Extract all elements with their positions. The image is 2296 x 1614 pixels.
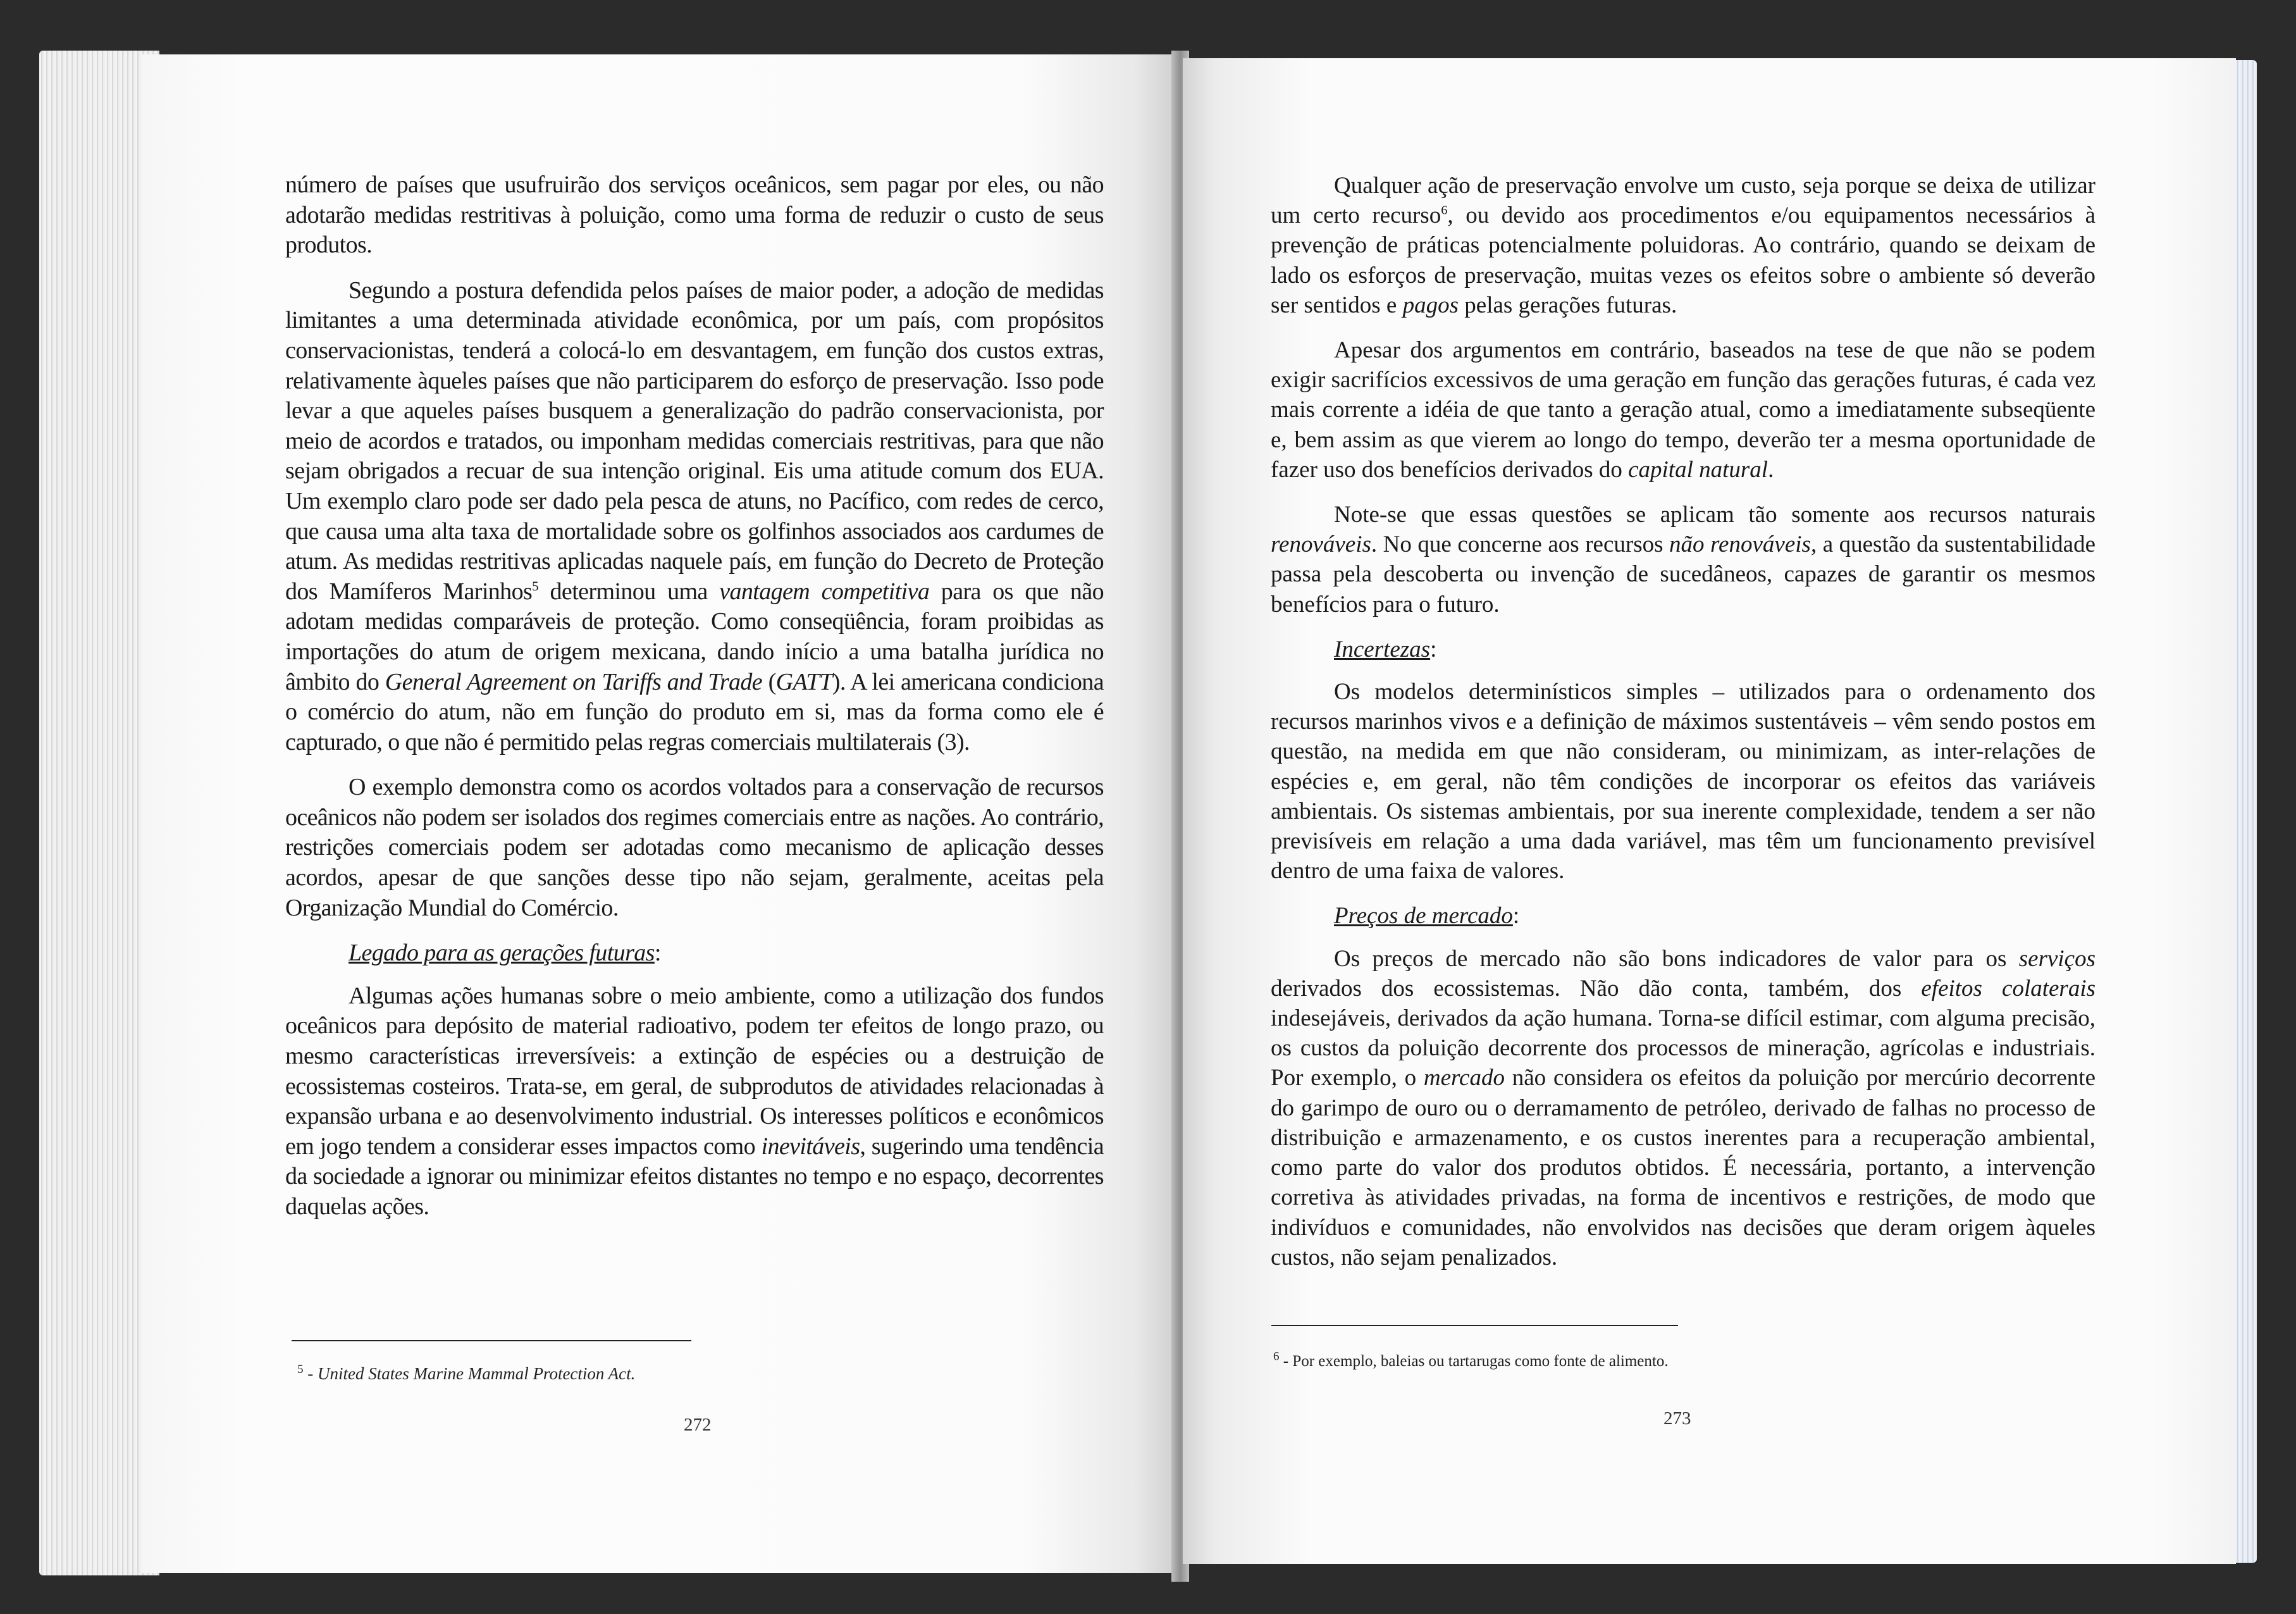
subheading-text: Incertezas [1334, 636, 1431, 662]
text-run: Algumas ações humanas sobre o meio ambiente, como a utilização dos fundos oceânicos para depósito de material radioativo, podem ter efeitos de longo prazo, ou mesmo características irreversíveis: a extinção de espécies ou a destruição de ecossistemas costeiros. Trata-se, em geral, de subprodutos de atividades relacionadas à expansão urbana e ao desenvolvimento industrial. Os interesses políticos e econômicos em jogo tendem a considerar esses impactos como [285, 982, 1104, 1160]
text-run: , a questão da sustentabilidade passa pela descoberta ou invenção de sucedâneos, capazes de garantir os mesmos benefícios para o futuro. [1271, 531, 2095, 618]
section-subheading [1271, 901, 2095, 931]
text-run: para os que não adotam medidas comparáveis de proteção. Como conseqüência, foram proibidas as importações do atum de origem mexicana, dando início a uma batalha jurídica no âmbito do [285, 578, 1104, 695]
left-page [142, 54, 1176, 1573]
italic-term: inevitáveis [761, 1133, 860, 1160]
footnote-text: - Por exemplo, baleias ou tartarugas como fonte de alimento. [1279, 1353, 1669, 1370]
text-run: determinou uma [538, 578, 720, 605]
right-page [1183, 58, 2236, 1564]
footnote-divider [292, 1340, 691, 1341]
text-run: pelas gerações futuras. [1459, 292, 1677, 318]
italic-term: capital natural [1628, 456, 1768, 483]
italic-term: efeitos colaterais [1921, 975, 2095, 1002]
text-run: : [1512, 903, 1520, 929]
text-run: Apesar dos argumentos em contrário, baseados na tese de que não se podem exigir sacrifícios excessivos de uma geração em função das gerações futuras, é cada vez mais corrente a idéia de que tanto a geração atual, como a imediatamente subseqüente e, bem assim as que vierem ao longo do tempo, deverão ter a mesma oportunidade de fazer uso dos benefícios derivados do [1271, 337, 2095, 483]
italic-term: General Agreement on Tariffs and Trade [385, 668, 763, 695]
paragraph [1271, 171, 2095, 320]
paragraph: número de países que usufruirão dos serviços oceânicos, sem pagar por eles, ou não adotarão medidas restritivas à poluição, como uma forma de reduzir o custo de seus produtos. [285, 171, 1104, 259]
paragraph: Os modelos determinísticos simples – utilizados para o ordenamento dos recursos marinhos vivos e a definição de máximos sustentáveis – vêm sendo postos em questão, na medida em que não consideram, ou minimizam, as inter-relações de espécies e, em geral, não têm condições de incorporar os efeitos das variáveis ambientais. Os sistemas ambientais, por sua inerente complexidade, tendem a ser não previsíveis em relação a uma dada variável, mas têm um funcionamento previsível dentro de uma faixa de valores. [1271, 679, 2095, 885]
italic-term: mercado [1423, 1065, 1505, 1091]
text-run: Note-se que essas questões se aplicam tão somente aos recursos naturais [1334, 502, 2095, 528]
text-run: : [1430, 636, 1437, 662]
paragraph [1271, 944, 2095, 1272]
footnote-number: 5 [297, 1363, 304, 1376]
footnote-number: 6 [1273, 1350, 1280, 1363]
paragraph [1271, 500, 2095, 619]
text-run: ). A lei americana condiciona o comércio do atum, não em função do produto em si, mas da forma como ele é capturado, o que não é permitido pelas regras comerciais multilaterais (3). [285, 668, 1104, 755]
footnote-divider [1271, 1325, 1678, 1326]
text-run: ( [762, 668, 776, 695]
text-run: , ou devido aos procedimentos e/ou equipamentos necessários à prevenção de práticas potencialmente poluidoras. Ao contrário, quando se deixam de lado os esforços de preservação, muitas vezes os efeitos sobre o ambiente só deverão ser sentidos e [1271, 202, 2095, 318]
text-run: indesejáveis, derivados da ação humana. Torna-se difícil estimar, com alguma precisão, os custos da poluição decorrente dos processos de mineração, agrícolas e industriais. Por exemplo, o [1271, 1005, 2095, 1091]
left-body-text [285, 170, 1104, 1222]
italic-term: renováveis [1271, 531, 1371, 558]
subheading-text: Preços de mercado [1334, 903, 1513, 929]
page-stack-left [39, 51, 159, 1575]
italic-term: vantagem competitiva [719, 578, 930, 605]
paragraph [285, 276, 1104, 758]
footnote-text: - United States Marine Mammal Protection Act. [303, 1364, 636, 1383]
text-run: . No que concerne aos recursos [1371, 531, 1670, 558]
italic-term: GATT [775, 668, 832, 695]
right-body-text [1271, 171, 2095, 1272]
section-subheading [1271, 635, 2095, 664]
footnote-ref: 5 [532, 578, 539, 594]
italic-term: pagos [1402, 292, 1459, 318]
italic-term: não renováveis [1669, 531, 1811, 558]
page-number: 272 [684, 1415, 712, 1435]
text-run: não considera os efeitos da poluição por mercúrio decorrente do garimpo de ouro ou o derramamento de petróleo, derivado de falhas no processo de distribuição e armazenamento, e os custos inerentes para a recuperação ambiental, como parte do valor dos produtos obtidos. É necessária, portanto, a intervenção corretiva às atividades privadas, na forma de incentivos e restrições, de modo que indivíduos e comunidades, não envolvidos nas decisões que deram origem àqueles custos, não sejam penalizados. [1271, 1065, 2095, 1270]
paragraph [285, 981, 1104, 1222]
text-run: : [654, 940, 661, 967]
page-number: 273 [1663, 1408, 1691, 1429]
text-run: derivados dos ecossistemas. Não dão conta, também, dos [1271, 975, 1922, 1002]
section-subheading [285, 938, 1104, 969]
text-run: Segundo a postura defendida pelos países de maior poder, a adoção de medidas limitantes a uma determinada atividade econômica, por um país, com propósitos conservacionistas, tenderá a colocá-lo em desvantagem, em função dos custos extras, relativamente àqueles países que não participarem do esforço de preservação. Isso pode levar a que aqueles países busquem a generalização do padrão conservacionista, por meio de acordos e tratados, ou imponham medidas comerciais restritivas, para que não sejam obrigados a recuar de sua intenção original. Eis uma atitude comum dos EUA. Um exemplo claro pode ser dado pela pesca de atuns, no Pacífico, com redes de cerco, que causa uma alta taxa de mortalidade sobre os golfinhos associados aos cardumes de atum. As medidas restritivas aplicadas naquele país, em função do Decreto de Proteção dos Mamíferos Marinhos [285, 276, 1104, 605]
italic-term: serviços [2018, 945, 2095, 972]
paragraph [1271, 335, 2095, 485]
text-run: . [1768, 456, 1774, 483]
paragraph: O exemplo demonstra como os acordos voltados para a conservação de recursos oceânicos não podem ser isolados dos regimes comerciais entre as nações. Ao contrário, restrições comerciais podem ser adotadas como mecanismo de aplicação desses acordos, apesar de que sanções desse tipo não sejam, geralmente, aceitas pela Organização Mundial do Comércio. [285, 774, 1104, 921]
footnote [297, 1364, 635, 1384]
subheading-text: Legado para as gerações futuras [349, 940, 655, 967]
text-run: , sugerindo uma tendência da sociedade a ignorar ou minimizar efeitos distantes no tempo e no espaço, decorrentes daquelas ações. [285, 1133, 1104, 1220]
text-run: Os preços de mercado não são bons indicadores de valor para os [1334, 945, 2019, 972]
footnote-ref: 6 [1441, 203, 1448, 218]
footnote [1273, 1350, 1669, 1370]
text-run: Qualquer ação de preservação envolve um custo, seja porque se deixa de utilizar um certo recurso [1271, 173, 2095, 229]
